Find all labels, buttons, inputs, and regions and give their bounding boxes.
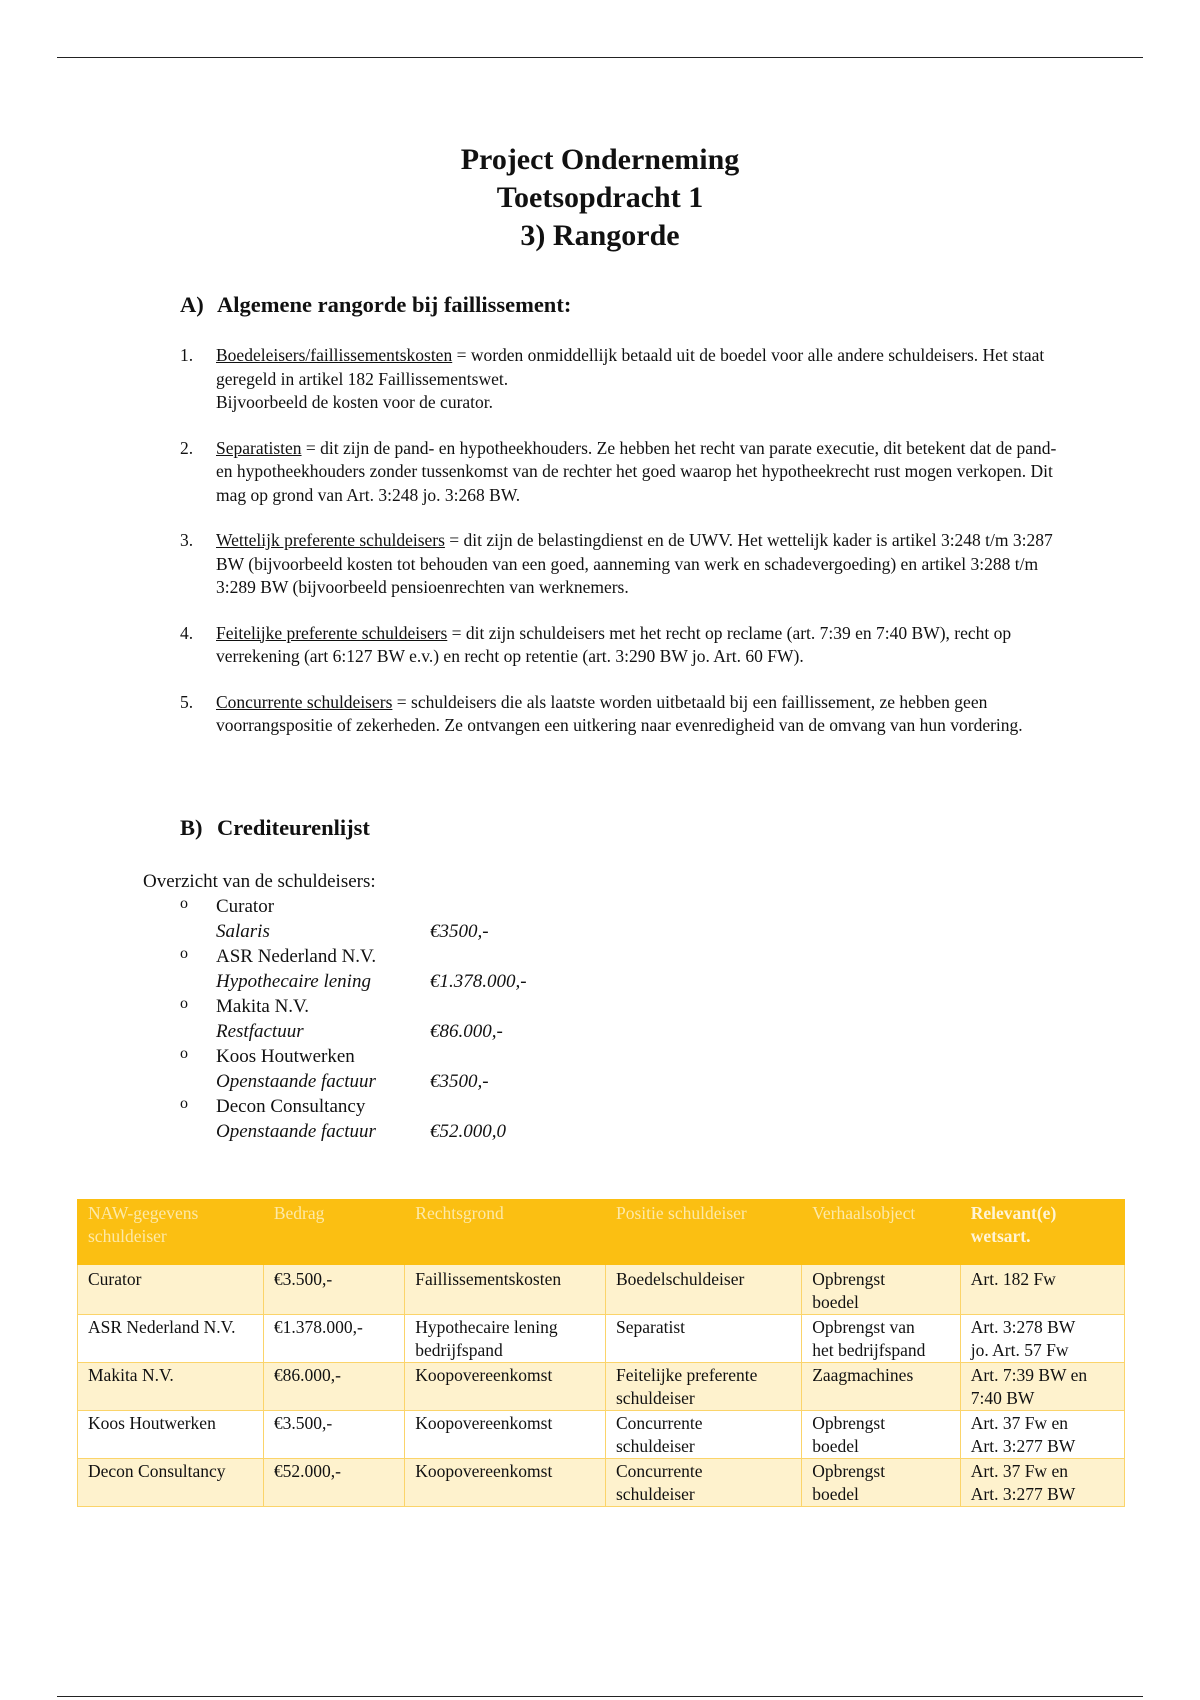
- creditor-label: Openstaande factuur: [216, 1121, 376, 1142]
- table-cell: [78, 1265, 264, 1315]
- table-cell: [78, 1411, 264, 1459]
- table-cell-text: €52.000,-: [273, 1461, 341, 1481]
- creditor-name: Decon Consultancy: [216, 1096, 366, 1117]
- list-item: [180, 344, 1060, 415]
- table-cell-text: Feitelijke preferente: [616, 1365, 758, 1385]
- table-row: [78, 1315, 1125, 1363]
- creditor-label: Restfactuur: [216, 1021, 304, 1042]
- bullet-icon: o: [180, 945, 188, 962]
- list-item-paragraph: [216, 344, 1060, 391]
- table-cell-text: Art. 37 Fw en: [970, 1461, 1068, 1481]
- document-title: [0, 141, 1200, 255]
- list-item-number: 3.: [180, 530, 194, 550]
- bullet-icon: o: [180, 1095, 188, 1112]
- ranking-list: [180, 344, 1060, 760]
- table-row: [78, 1265, 1125, 1315]
- bottom-rule: [57, 1696, 1143, 1697]
- table-header-cell: [78, 1200, 264, 1265]
- table-cell: [263, 1315, 404, 1363]
- table-cell-text: 7:40 BW: [970, 1388, 1035, 1408]
- list-item-number: 4.: [180, 622, 194, 643]
- list-item: [180, 529, 1060, 600]
- title-line-3: 3) Rangorde: [520, 219, 680, 252]
- list-item: [180, 622, 1060, 669]
- table-cell: [78, 1459, 264, 1507]
- table-cell-text: Hypothecaire lening: [415, 1317, 558, 1337]
- table-cell: [606, 1315, 802, 1363]
- table-header-text: Positie schuldeiser: [616, 1203, 747, 1223]
- table-cell-text: Opbrengst: [812, 1461, 886, 1481]
- list-item-term: Wettelijk preferente schuldeisers: [216, 530, 445, 550]
- table-cell: [960, 1411, 1124, 1459]
- list-item-paragraph: [216, 529, 1060, 600]
- bullet-icon: o: [180, 895, 188, 912]
- table-cell-text: Art. 3:277 BW: [970, 1436, 1076, 1456]
- list-item: [180, 437, 1060, 508]
- table-cell: [263, 1411, 404, 1459]
- creditor-item: [143, 994, 527, 1044]
- creditor-detail: [216, 969, 527, 994]
- table-cell: [802, 1363, 961, 1411]
- table-cell: [606, 1459, 802, 1507]
- bullet-icon: o: [180, 995, 188, 1012]
- table-header-cell: [802, 1200, 961, 1265]
- section-b-number: B): [180, 815, 203, 840]
- list-item-paragraph: [216, 622, 1060, 669]
- table-header-text: Rechtsgrond: [415, 1203, 504, 1223]
- table-cell-text: schuldeiser: [616, 1388, 695, 1408]
- table-header-cell: [960, 1200, 1124, 1265]
- table-row: [78, 1411, 1125, 1459]
- list-item-text: = worden onmiddellijk betaald uit de boedel voor alle andere schuldeisers. Het staat geregeld in artikel 182 Faillissementswet.: [216, 345, 1045, 389]
- table-cell: [405, 1315, 606, 1363]
- overview-title: Overzicht van de schuldeisers:: [143, 871, 376, 892]
- title-line-1: Project Onderneming: [460, 143, 740, 176]
- table-cell-text: schuldeiser: [616, 1484, 695, 1504]
- table-cell-text: Koopovereenkomst: [415, 1461, 553, 1481]
- table-header-cell: [263, 1200, 404, 1265]
- creditor-label: Openstaande factuur: [216, 1071, 376, 1092]
- creditor-detail: [216, 1119, 527, 1144]
- table-cell-text: Art. 3:277 BW: [970, 1484, 1076, 1504]
- table-cell: [263, 1265, 404, 1315]
- table-cell: [405, 1459, 606, 1507]
- list-item-text: = dit zijn de belastingdienst en de UWV. Het wettelijk kader is artikel 3:248 t/m 3:287 BW (bijvoorbeeld kosten tot behouden van een goed, aanneming van werk en schadevergoeding) en artikel 3:288 t/m 3:289 BW (bijvoorbeeld pensioenrechten van werknemers.: [216, 530, 1053, 597]
- table-header-text: Bedrag: [273, 1203, 325, 1223]
- table-body: [78, 1265, 1125, 1507]
- table-cell: [263, 1363, 404, 1411]
- list-item-term: Concurrente schuldeisers: [216, 691, 393, 712]
- table-cell: [960, 1265, 1124, 1315]
- table-header-cell: [606, 1200, 802, 1265]
- table-header-text: Relevant(e): [970, 1203, 1057, 1223]
- creditor-label: Hypothecaire lening: [216, 971, 371, 992]
- table-cell-text: Art. 7:39 BW en: [970, 1365, 1088, 1385]
- table-cell: [606, 1363, 802, 1411]
- creditor-detail: [216, 1069, 527, 1094]
- table-header-row: [78, 1200, 1125, 1265]
- list-item-term: Boedeleisers/faillissementskosten: [216, 345, 453, 365]
- list-item-number: 5.: [180, 691, 194, 712]
- table-header-text: schuldeiser: [88, 1226, 167, 1246]
- section-a-number: A): [180, 292, 204, 317]
- list-item-text: Bijvoorbeeld de kosten voor de curator.: [216, 392, 494, 412]
- table-cell-text: Art. 182 Fw: [970, 1269, 1056, 1289]
- table-cell-text: €86.000,-: [273, 1365, 341, 1385]
- table-cell: [606, 1411, 802, 1459]
- table-cell-text: Koopovereenkomst: [415, 1413, 553, 1433]
- section-a-heading: [180, 292, 571, 318]
- table-cell: [405, 1363, 606, 1411]
- table-header-text: NAW-gegevens: [88, 1203, 199, 1223]
- table-cell-text: Curator: [88, 1269, 142, 1289]
- table-cell-text: Opbrengst: [812, 1413, 886, 1433]
- creditor-detail: [216, 1019, 527, 1044]
- list-item-paragraph: [216, 437, 1060, 508]
- creditor-amount: €52.000,0: [430, 1121, 506, 1142]
- table-row: [78, 1459, 1125, 1507]
- list-item-number: 2.: [180, 437, 194, 458]
- title-line-2: Toetsopdracht 1: [496, 181, 704, 214]
- creditor-amount: €86.000,-: [430, 1021, 503, 1042]
- creditor-amount: €3500,-: [430, 1071, 489, 1092]
- table-cell: [802, 1459, 961, 1507]
- table-cell-text: Separatist: [616, 1317, 686, 1337]
- list-item-term: Feitelijke preferente schuldeisers: [216, 622, 448, 643]
- table-cell: [960, 1315, 1124, 1363]
- table-cell-text: Art. 37 Fw en: [970, 1413, 1068, 1433]
- table-cell-text: schuldeiser: [616, 1436, 695, 1456]
- section-b-heading: [180, 815, 370, 841]
- creditor-item: [143, 894, 527, 944]
- table-header-text: Verhaalsobject: [812, 1203, 916, 1223]
- creditor-item: [143, 1044, 527, 1094]
- table-cell-text: Opbrengst: [812, 1269, 886, 1289]
- table-cell-text: €3.500,-: [273, 1413, 333, 1433]
- list-item-text: = dit zijn de pand- en hypotheekhouders. Ze hebben het recht van parate executie, dit betekent dat de pand- en hypotheekhouders zonder tussenkomst van de rechter het goed waarop het hypotheekrecht rust mogen verkopen. Dit mag op grond van Art. 3:248 jo. 3:268 BW.: [216, 437, 1057, 505]
- section-a-title: Algemene rangorde bij faillissement:: [217, 292, 572, 317]
- list-item-number: 1.: [180, 345, 194, 365]
- table-cell: [405, 1265, 606, 1315]
- table-cell-text: boedel: [812, 1436, 859, 1456]
- creditor-table: [77, 1199, 1125, 1507]
- table-cell-text: €1.378.000,-: [273, 1317, 363, 1337]
- table-cell: [960, 1363, 1124, 1411]
- table-cell: [263, 1459, 404, 1507]
- table-cell-text: Concurrente: [616, 1461, 703, 1481]
- table-cell-text: Zaagmachines: [812, 1365, 914, 1385]
- table-row: [78, 1363, 1125, 1411]
- list-item-paragraph: [216, 691, 1060, 738]
- section-b-title: Crediteurenlijst: [217, 815, 370, 840]
- top-rule: [57, 57, 1143, 58]
- list-item-text: = dit zijn schuldeisers met het recht op reclame (art. 7:39 en 7:40 BW), recht op verrekening (art 6:127 BW e.v.) en recht op retentie (art. 3:290 BW jo. Art. 60 FW).: [216, 622, 1012, 666]
- table-cell: [802, 1315, 961, 1363]
- table-cell: [78, 1363, 264, 1411]
- table-cell-text: Koos Houtwerken: [88, 1413, 216, 1433]
- table-cell-text: bedrijfspand: [415, 1340, 503, 1360]
- table-cell-text: ASR Nederland N.V.: [88, 1317, 236, 1337]
- bullet-icon: o: [180, 1045, 188, 1062]
- table-cell-text: Koopovereenkomst: [415, 1365, 553, 1385]
- table-cell: [960, 1459, 1124, 1507]
- creditor-label: Salaris: [216, 921, 270, 942]
- creditor-detail: [216, 919, 527, 944]
- table-cell-text: Art. 3:278 BW: [970, 1317, 1076, 1337]
- table-cell-text: Decon Consultancy: [88, 1461, 226, 1481]
- table-cell-text: jo. Art. 57 Fw: [970, 1340, 1069, 1360]
- creditor-list: [143, 894, 527, 1144]
- creditor-amount: €3500,-: [430, 921, 489, 942]
- list-item-term: Separatisten: [216, 437, 302, 458]
- table-cell: [606, 1265, 802, 1315]
- list-item-paragraph: [216, 391, 1060, 415]
- table-header-text: wetsart.: [970, 1226, 1031, 1246]
- table-header-cell: [405, 1200, 606, 1265]
- creditor-item: [143, 1094, 527, 1144]
- table-cell: [802, 1411, 961, 1459]
- table-cell: [802, 1265, 961, 1315]
- list-item-text: = schuldeisers die als laatste worden uitbetaald bij een faillissement, ze hebben geen voorrangspositie of zekerheden. Ze ontvangen een uitkering naar evenredigheid van de omvang van hun vordering.: [216, 691, 1023, 735]
- table-cell-text: Faillissementskosten: [415, 1269, 562, 1289]
- table-cell-text: boedel: [812, 1292, 859, 1312]
- table-cell-text: Boedelschuldeiser: [616, 1269, 745, 1289]
- creditor-name: Curator: [216, 896, 275, 917]
- creditor-name: Makita N.V.: [216, 996, 310, 1017]
- table-cell-text: het bedrijfspand: [812, 1340, 926, 1360]
- table-cell: [405, 1411, 606, 1459]
- list-item: [180, 691, 1060, 738]
- table-cell-text: Opbrengst van: [812, 1317, 915, 1337]
- table-cell-text: €3.500,-: [273, 1269, 333, 1289]
- creditor-name: ASR Nederland N.V.: [216, 946, 377, 967]
- table-cell-text: Concurrente: [616, 1413, 703, 1433]
- creditor-item: [143, 944, 527, 994]
- creditor-overview: [143, 869, 527, 1144]
- table-cell: [78, 1315, 264, 1363]
- table-cell-text: boedel: [812, 1484, 859, 1504]
- creditor-amount: €1.378.000,-: [430, 971, 527, 992]
- creditor-name: Koos Houtwerken: [216, 1046, 355, 1067]
- table-cell-text: Makita N.V.: [88, 1365, 174, 1385]
